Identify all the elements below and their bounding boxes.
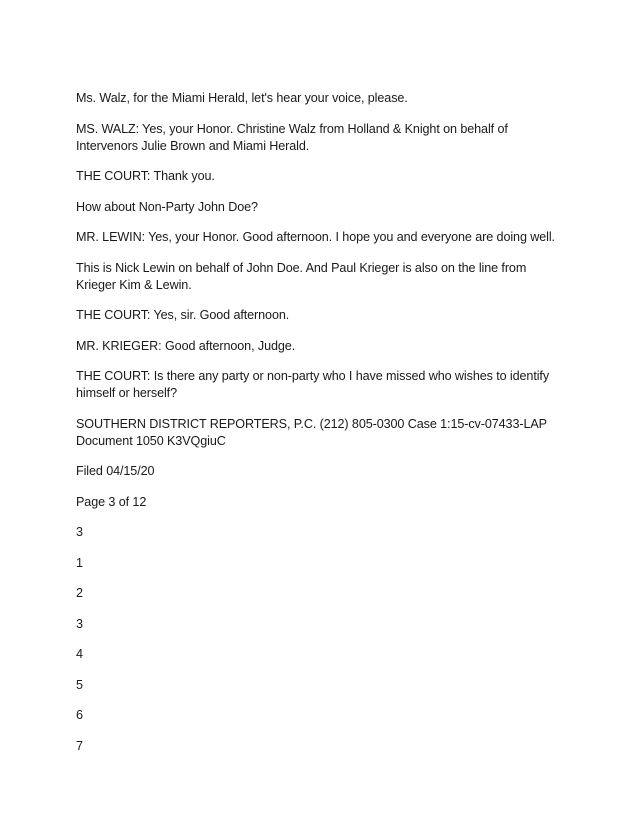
transcript-paragraph: This is Nick Lewin on behalf of John Doe. And Paul Krieger is also on the line from Krieger Kim & Lewin. <box>76 260 527 292</box>
transcript-paragraph: THE COURT: Yes, sir. Good afternoon. <box>76 308 290 322</box>
transcript-paragraph: How about Non-Party John Doe? <box>76 199 258 214</box>
transcript-paragraph: THE COURT: Is there any party or non-party who I have missed who wishes to identify himself or herself? <box>76 369 550 400</box>
transcript-paragraph: MS. WALZ: Yes, your Honor. Christine Walz from Holland & Knight on behalf of Intervenors Julie Brown and Miami Herald. <box>76 121 508 153</box>
line-number: 7 <box>76 738 83 753</box>
transcript-paragraph: Ms. Walz, for the Miami Herald, let's hear your voice, please. <box>76 91 408 105</box>
line-number: 6 <box>76 708 83 722</box>
line-number: 1 <box>76 555 83 570</box>
transcript-body <box>76 90 566 768</box>
line-number: 5 <box>76 677 83 692</box>
line-number: 4 <box>76 647 83 661</box>
filed-date: Filed 04/15/20 <box>76 464 155 478</box>
transcript-paragraph: MR. LEWIN: Yes, your Honor. Good afternoon. I hope you and everyone are doing well. <box>76 230 555 244</box>
page-indicator: Page 3 of 12 <box>76 494 147 509</box>
line-number: 2 <box>76 586 83 600</box>
line-number: 3 <box>76 525 83 539</box>
transcript-paragraph: MR. KRIEGER: Good afternoon, Judge. <box>76 338 296 353</box>
line-number: 3 <box>76 616 83 631</box>
reporter-footer: SOUTHERN DISTRICT REPORTERS, P.C. (212) 805-0300 Case 1:15-cv-07433-LAP Document 1050 K3VQgiuC <box>76 416 547 448</box>
transcript-paragraph: THE COURT: Thank you. <box>76 169 215 183</box>
